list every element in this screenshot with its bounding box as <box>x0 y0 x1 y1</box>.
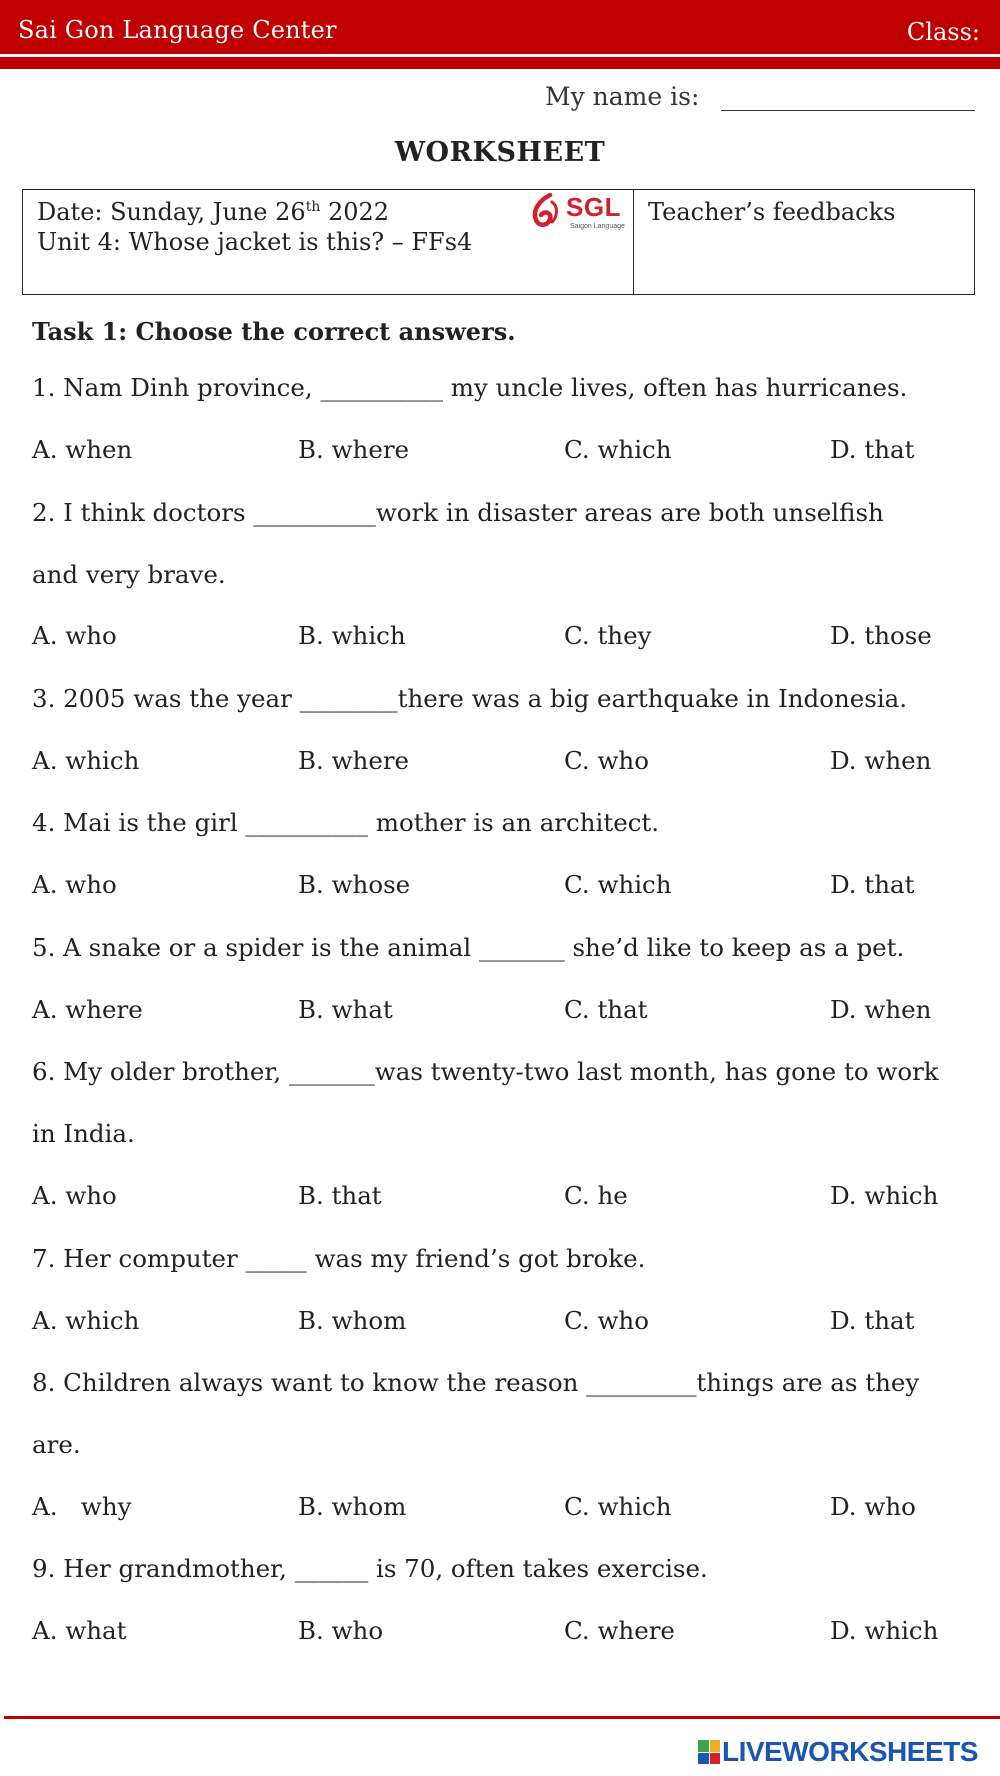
unit-line: Unit 4: Whose jacket is this? – FFs4 <box>37 228 473 256</box>
footer-rule <box>4 1716 1000 1719</box>
q7-option-b[interactable]: B. whom <box>298 1306 407 1335</box>
info-box <box>22 189 975 295</box>
q7-option-d[interactable]: D. that <box>830 1306 915 1335</box>
liveworksheets-logo <box>698 1736 978 1768</box>
q2-option-b[interactable]: B. which <box>298 621 406 650</box>
q8-option-d[interactable]: D. who <box>830 1492 916 1521</box>
q4-option-c[interactable]: C. which <box>564 870 672 899</box>
question-3-line-1: 3. 2005 was the year ________there was a big earthquake in Indonesia. <box>32 684 908 713</box>
question-7-line-1: 7. Her computer _____ was my friend’s got broke. <box>32 1244 646 1273</box>
center-name: Sai Gon Language Center <box>18 16 337 44</box>
q5-option-b[interactable]: B. what <box>298 995 393 1024</box>
q9-option-a[interactable]: A. what <box>32 1616 127 1645</box>
q1-option-d[interactable]: D. that <box>830 435 915 464</box>
info-divider <box>633 190 634 294</box>
question-8-line-1: 8. Children always want to know the reason _________things are as they <box>32 1368 920 1397</box>
name-blank[interactable] <box>721 110 975 111</box>
q9-option-d[interactable]: D. which <box>830 1616 939 1645</box>
question-2-line-1: 2. I think doctors __________work in disaster areas are both unselfish <box>32 498 884 527</box>
date-line: Date: Sunday, June 26th 2022 <box>37 198 390 226</box>
teacher-feedback-label: Teacher’s feedbacks <box>648 198 896 226</box>
question-4-line-1: 4. Mai is the girl __________ mother is an architect. <box>32 808 660 837</box>
q9-option-c[interactable]: C. where <box>564 1616 675 1645</box>
q7-option-a[interactable]: A. which <box>32 1306 140 1335</box>
question-8-line-2: are. <box>32 1430 81 1459</box>
logo-subtext: Saigon Language <box>570 223 625 230</box>
q3-option-d[interactable]: D. when <box>830 746 932 775</box>
q3-option-a[interactable]: A. which <box>32 746 140 775</box>
sgl-swirl-icon <box>528 192 562 232</box>
q2-option-c[interactable]: C. they <box>564 621 652 650</box>
question-1-line-1: 1. Nam Dinh province, __________ my uncle lives, often has hurricanes. <box>32 373 908 402</box>
q8-option-a[interactable]: A. why <box>32 1492 132 1521</box>
q6-option-d[interactable]: D. which <box>830 1181 939 1210</box>
logo-text: SGL <box>566 192 621 222</box>
liveworksheets-cubes-icon <box>698 1740 720 1764</box>
question-6-line-1: 6. My older brother, _______was twenty-two last month, has gone to work <box>32 1057 939 1086</box>
q1-option-a[interactable]: A. when <box>32 435 133 464</box>
class-label: Class: <box>906 18 980 46</box>
name-label: My name is: <box>545 82 700 111</box>
q7-option-c[interactable]: C. who <box>564 1306 649 1335</box>
q9-option-b[interactable]: B. who <box>298 1616 384 1645</box>
question-6-line-2: in India. <box>32 1119 135 1148</box>
sgl-logo <box>528 190 628 236</box>
question-9-line-1: 9. Her grandmother, ______ is 70, often takes exercise. <box>32 1554 708 1583</box>
q3-option-b[interactable]: B. where <box>298 746 410 775</box>
q6-option-a[interactable]: A. who <box>32 1181 117 1210</box>
q5-option-c[interactable]: C. that <box>564 995 648 1024</box>
q1-option-b[interactable]: B. where <box>298 435 410 464</box>
liveworksheets-wordmark: LIVEWORKSHEETS <box>722 1736 978 1767</box>
q4-option-b[interactable]: B. whose <box>298 870 411 899</box>
q6-option-b[interactable]: B. that <box>298 1181 382 1210</box>
q8-option-b[interactable]: B. whom <box>298 1492 407 1521</box>
q1-option-c[interactable]: C. which <box>564 435 672 464</box>
q3-option-c[interactable]: C. who <box>564 746 649 775</box>
header-band <box>0 57 1000 69</box>
worksheet-title: WORKSHEET <box>394 137 606 168</box>
q2-option-d[interactable]: D. those <box>830 621 932 650</box>
header-bar <box>0 0 1000 56</box>
q6-option-c[interactable]: C. he <box>564 1181 628 1210</box>
q8-option-c[interactable]: C. which <box>564 1492 672 1521</box>
task-title: Task 1: Choose the correct answers. <box>32 317 516 346</box>
question-2-line-2: and very brave. <box>32 560 226 589</box>
q5-option-d[interactable]: D. when <box>830 995 932 1024</box>
q5-option-a[interactable]: A. where <box>32 995 143 1024</box>
q4-option-a[interactable]: A. who <box>32 870 117 899</box>
q4-option-d[interactable]: D. that <box>830 870 915 899</box>
question-5-line-1: 5. A snake or a spider is the animal _______ she’d like to keep as a pet. <box>32 933 905 962</box>
q2-option-a[interactable]: A. who <box>32 621 117 650</box>
